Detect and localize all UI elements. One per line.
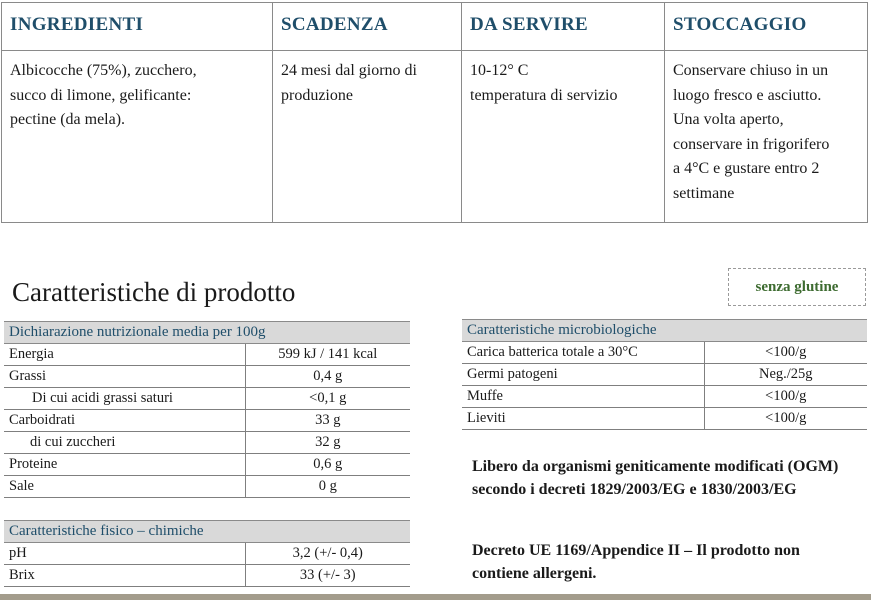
microbiology-table-title: Caratteristiche microbiologiche (462, 320, 867, 342)
nutrition-table-header (4, 322, 410, 344)
row-label: Lieviti (462, 408, 704, 430)
header-ingredienti: INGREDIENTI (2, 3, 273, 51)
row-label: Carboidrati (4, 410, 245, 432)
row-value: Neg./25g (704, 364, 867, 386)
row-label: Sale (4, 476, 245, 498)
table-row (4, 344, 410, 366)
table-row (4, 543, 410, 565)
row-value: 3,2 (+/- 0,4) (245, 543, 410, 565)
table-row (4, 388, 410, 410)
table-row (462, 342, 867, 364)
row-value: 0 g (245, 476, 410, 498)
row-value: <100/g (704, 408, 867, 430)
header-da-servire: DA SERVIRE (462, 3, 665, 51)
gluten-free-badge: senza glutine (728, 268, 866, 306)
row-label: Di cui acidi grassi saturi (4, 388, 245, 410)
row-value: 0,4 g (245, 366, 410, 388)
serving-text: 10-12° C temperatura di servizio (462, 51, 665, 223)
row-value: 599 kJ / 141 kcal (245, 344, 410, 366)
row-value: 33 (+/- 3) (245, 565, 410, 587)
row-label: Energia (4, 344, 245, 366)
product-info-body-row (2, 51, 868, 223)
table-row (462, 364, 867, 386)
row-label: Germi patogeni (462, 364, 704, 386)
footer-divider (0, 594, 871, 600)
table-row (462, 408, 867, 430)
physchem-table-header (4, 521, 410, 543)
header-scadenza: SCADENZA (273, 3, 462, 51)
nutrition-table (4, 321, 410, 498)
row-label: Proteine (4, 454, 245, 476)
table-row (4, 410, 410, 432)
row-label: di cui zuccheri (4, 432, 245, 454)
nutrition-table-title: Dichiarazione nutrizionale media per 100g (4, 322, 410, 344)
row-label: Carica batterica totale a 30°C (462, 342, 704, 364)
section-title: Caratteristiche di prodotto (12, 277, 296, 307)
row-label: Grassi (4, 366, 245, 388)
row-value: 32 g (245, 432, 410, 454)
header-stoccaggio: STOCCAGGIO (665, 3, 868, 51)
table-row (4, 432, 410, 454)
table-row (4, 476, 410, 498)
physchem-table-title: Caratteristiche fisico – chimiche (4, 521, 410, 543)
gmo-free-note: Libero da organismi geniticamente modificati (OGM) secondo i decreti 1829/2003/EG e 1830/2003/EG (472, 458, 839, 498)
product-info-table (1, 2, 868, 223)
storage-text: Conservare chiuso in un luogo fresco e asciutto. Una volta aperto, conservare in frigorifero a 4°C e gustare entro 2 settimane (665, 51, 868, 223)
row-label: pH (4, 543, 245, 565)
table-row (4, 565, 410, 587)
row-value: <100/g (704, 386, 867, 408)
row-value: <0,1 g (245, 388, 410, 410)
row-value: 33 g (245, 410, 410, 432)
allergens-note: Decreto UE 1169/Appendice II – Il prodotto non contiene allergeni. (472, 542, 800, 582)
microbiology-table-header (462, 320, 867, 342)
row-value: 0,6 g (245, 454, 410, 476)
row-label: Brix (4, 565, 245, 587)
expiry-text: 24 mesi dal giorno di produzione (273, 51, 462, 223)
ingredients-text: Albicocche (75%), zucchero, succo di limone, gelificante: pectine (da mela). (2, 51, 273, 223)
physchem-table (4, 520, 410, 587)
product-info-header-row (2, 3, 868, 51)
table-row (4, 454, 410, 476)
row-label: Muffe (462, 386, 704, 408)
table-row (4, 366, 410, 388)
microbiology-table (462, 319, 867, 430)
row-value: <100/g (704, 342, 867, 364)
table-row (462, 386, 867, 408)
